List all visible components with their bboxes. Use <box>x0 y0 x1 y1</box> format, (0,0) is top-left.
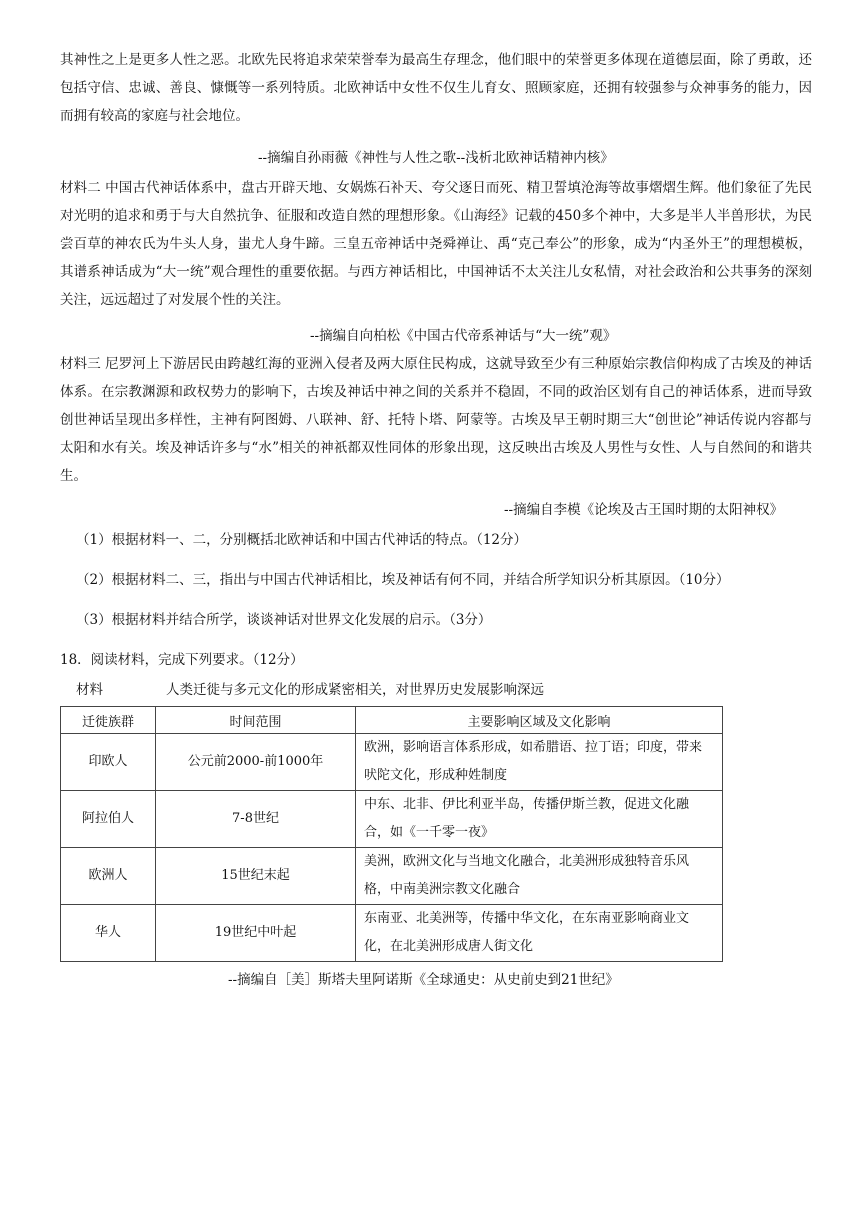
material-label: 材料 <box>76 682 103 698</box>
paragraph-norse-continued: 其神性之上是更多人性之恶。北欧先民将追求荣荣誉奉为最高生存理念，他们眼中的荣誉更多体现在道德层面，除了勇敢，还包括守信、忠诚、善良、慷慨等一系列特质。北欧神话中女性不仅生儿育女、照顾家庭，还拥有较强参与众神事务的能力，因而拥有较高的家庭与社会地位。 <box>60 52 812 124</box>
migration-table <box>60 706 723 962</box>
cell-group: 印欧人 <box>61 734 156 791</box>
header-group: 迁徙族群 <box>61 707 156 734</box>
paragraph-material-3: 材料三 尼罗河上下游居民由跨越红海的亚洲入侵者及两大原住民构成，这就导致至少有三种原始宗教信仰构成了古埃及的神话体系。在宗教渊源和政权势力的影响下，古埃及神话中神之间的关系并不稳固，不同的政治区划有自己的神话体系，进而导致创世神话呈现出多样性，主神有阿图姆、八联神、舒、托特卜塔、阿蒙等。古埃及早王朝时期三大“创世论”神话传说内容都与太阳和水有关。埃及神话许多与“水”相关的神祇都双性同体的形象出现，这反映出古埃及人男性与女性、人与自然间的和谐共生。 <box>60 356 812 484</box>
cell-group: 阿拉伯人 <box>61 791 156 848</box>
source-citation-1: --摘编自孙雨薇《神性与人性之歌--浅析北欧神话精神内核》 <box>258 150 614 166</box>
source-citation-2: --摘编自向柏松《中国古代帝系神话与“大一统”观》 <box>310 328 617 344</box>
material-line <box>76 680 544 700</box>
cell-group: 欧洲人 <box>61 848 156 905</box>
table-source-citation: --摘编自［美］斯塔夫里阿诺斯《全球通史：从史前史到21世纪》 <box>228 972 619 988</box>
cell-impact: 美洲，欧洲文化与当地文化融合，北美洲形成独特音乐风格，中南美洲宗教文化融合 <box>356 848 723 905</box>
cell-time: 7-8世纪 <box>156 791 356 848</box>
table-row <box>61 905 723 962</box>
cell-time: 19世纪中叶起 <box>156 905 356 962</box>
cell-time: 公元前2000-前1000年 <box>156 734 356 791</box>
material-text: 人类迁徙与多元文化的形成紧密相关，对世界历史发展影响深远 <box>166 682 544 698</box>
paragraph-material-2: 材料二 中国古代神话体系中，盘古开辟天地、女娲炼石补天、夸父逐日而死、精卫誓填沧海等故事熠熠生辉。他们象征了先民对光明的追求和勇于与大自然抗争、征服和改造自然的理想形象。《山海经》记载的450多个神中，大多是半人半兽形状，为民尝百草的神农氏为牛头人身，蚩尤人身牛蹄。三皇五帝神话中尧舜禅让、禹“克己奉公”的形象，成为“内圣外王”的理想模板，其谱系神话成为“大一统”观合理性的重要依据。与西方神话相比，中国神话不太关注儿女私情，对社会政治和公共事务的深刻关注，远远超过了对发展个性的关注。 <box>60 180 812 308</box>
cell-time: 15世纪末起 <box>156 848 356 905</box>
cell-impact: 中东、北非、伊比利亚半岛，传播伊斯兰教，促进文化融合，如《一千零一夜》 <box>356 791 723 848</box>
table-row <box>61 734 723 791</box>
cell-group: 华人 <box>61 905 156 962</box>
table-row <box>61 791 723 848</box>
question-2: （2）根据材料二、三，指出与中国古代神话相比，埃及神话有何不同，并结合所学知识分析其原因。（10分） <box>76 572 730 588</box>
header-impact: 主要影响区域及文化影响 <box>356 707 723 734</box>
cell-impact: 东南亚、北美洲等，传播中华文化，在东南亚影响商业文化，在北美洲形成唐人街文化 <box>356 905 723 962</box>
question-18-heading: 18．阅读材料，完成下列要求。（12分） <box>60 652 304 668</box>
question-1: （1）根据材料一、二，分别概括北欧神话和中国古代神话的特点。（12分） <box>76 532 528 548</box>
cell-impact: 欧洲，影响语言体系形成，如希腊语、拉丁语；印度，带来吠陀文化，形成种姓制度 <box>356 734 723 791</box>
table-header-row <box>61 707 723 734</box>
header-time: 时间范围 <box>156 707 356 734</box>
source-citation-3: --摘编自李模《论埃及古王国时期的太阳神权》 <box>504 502 784 518</box>
question-3: （3）根据材料并结合所学，谈谈神话对世界文化发展的启示。（3分） <box>76 612 492 628</box>
table-row <box>61 848 723 905</box>
